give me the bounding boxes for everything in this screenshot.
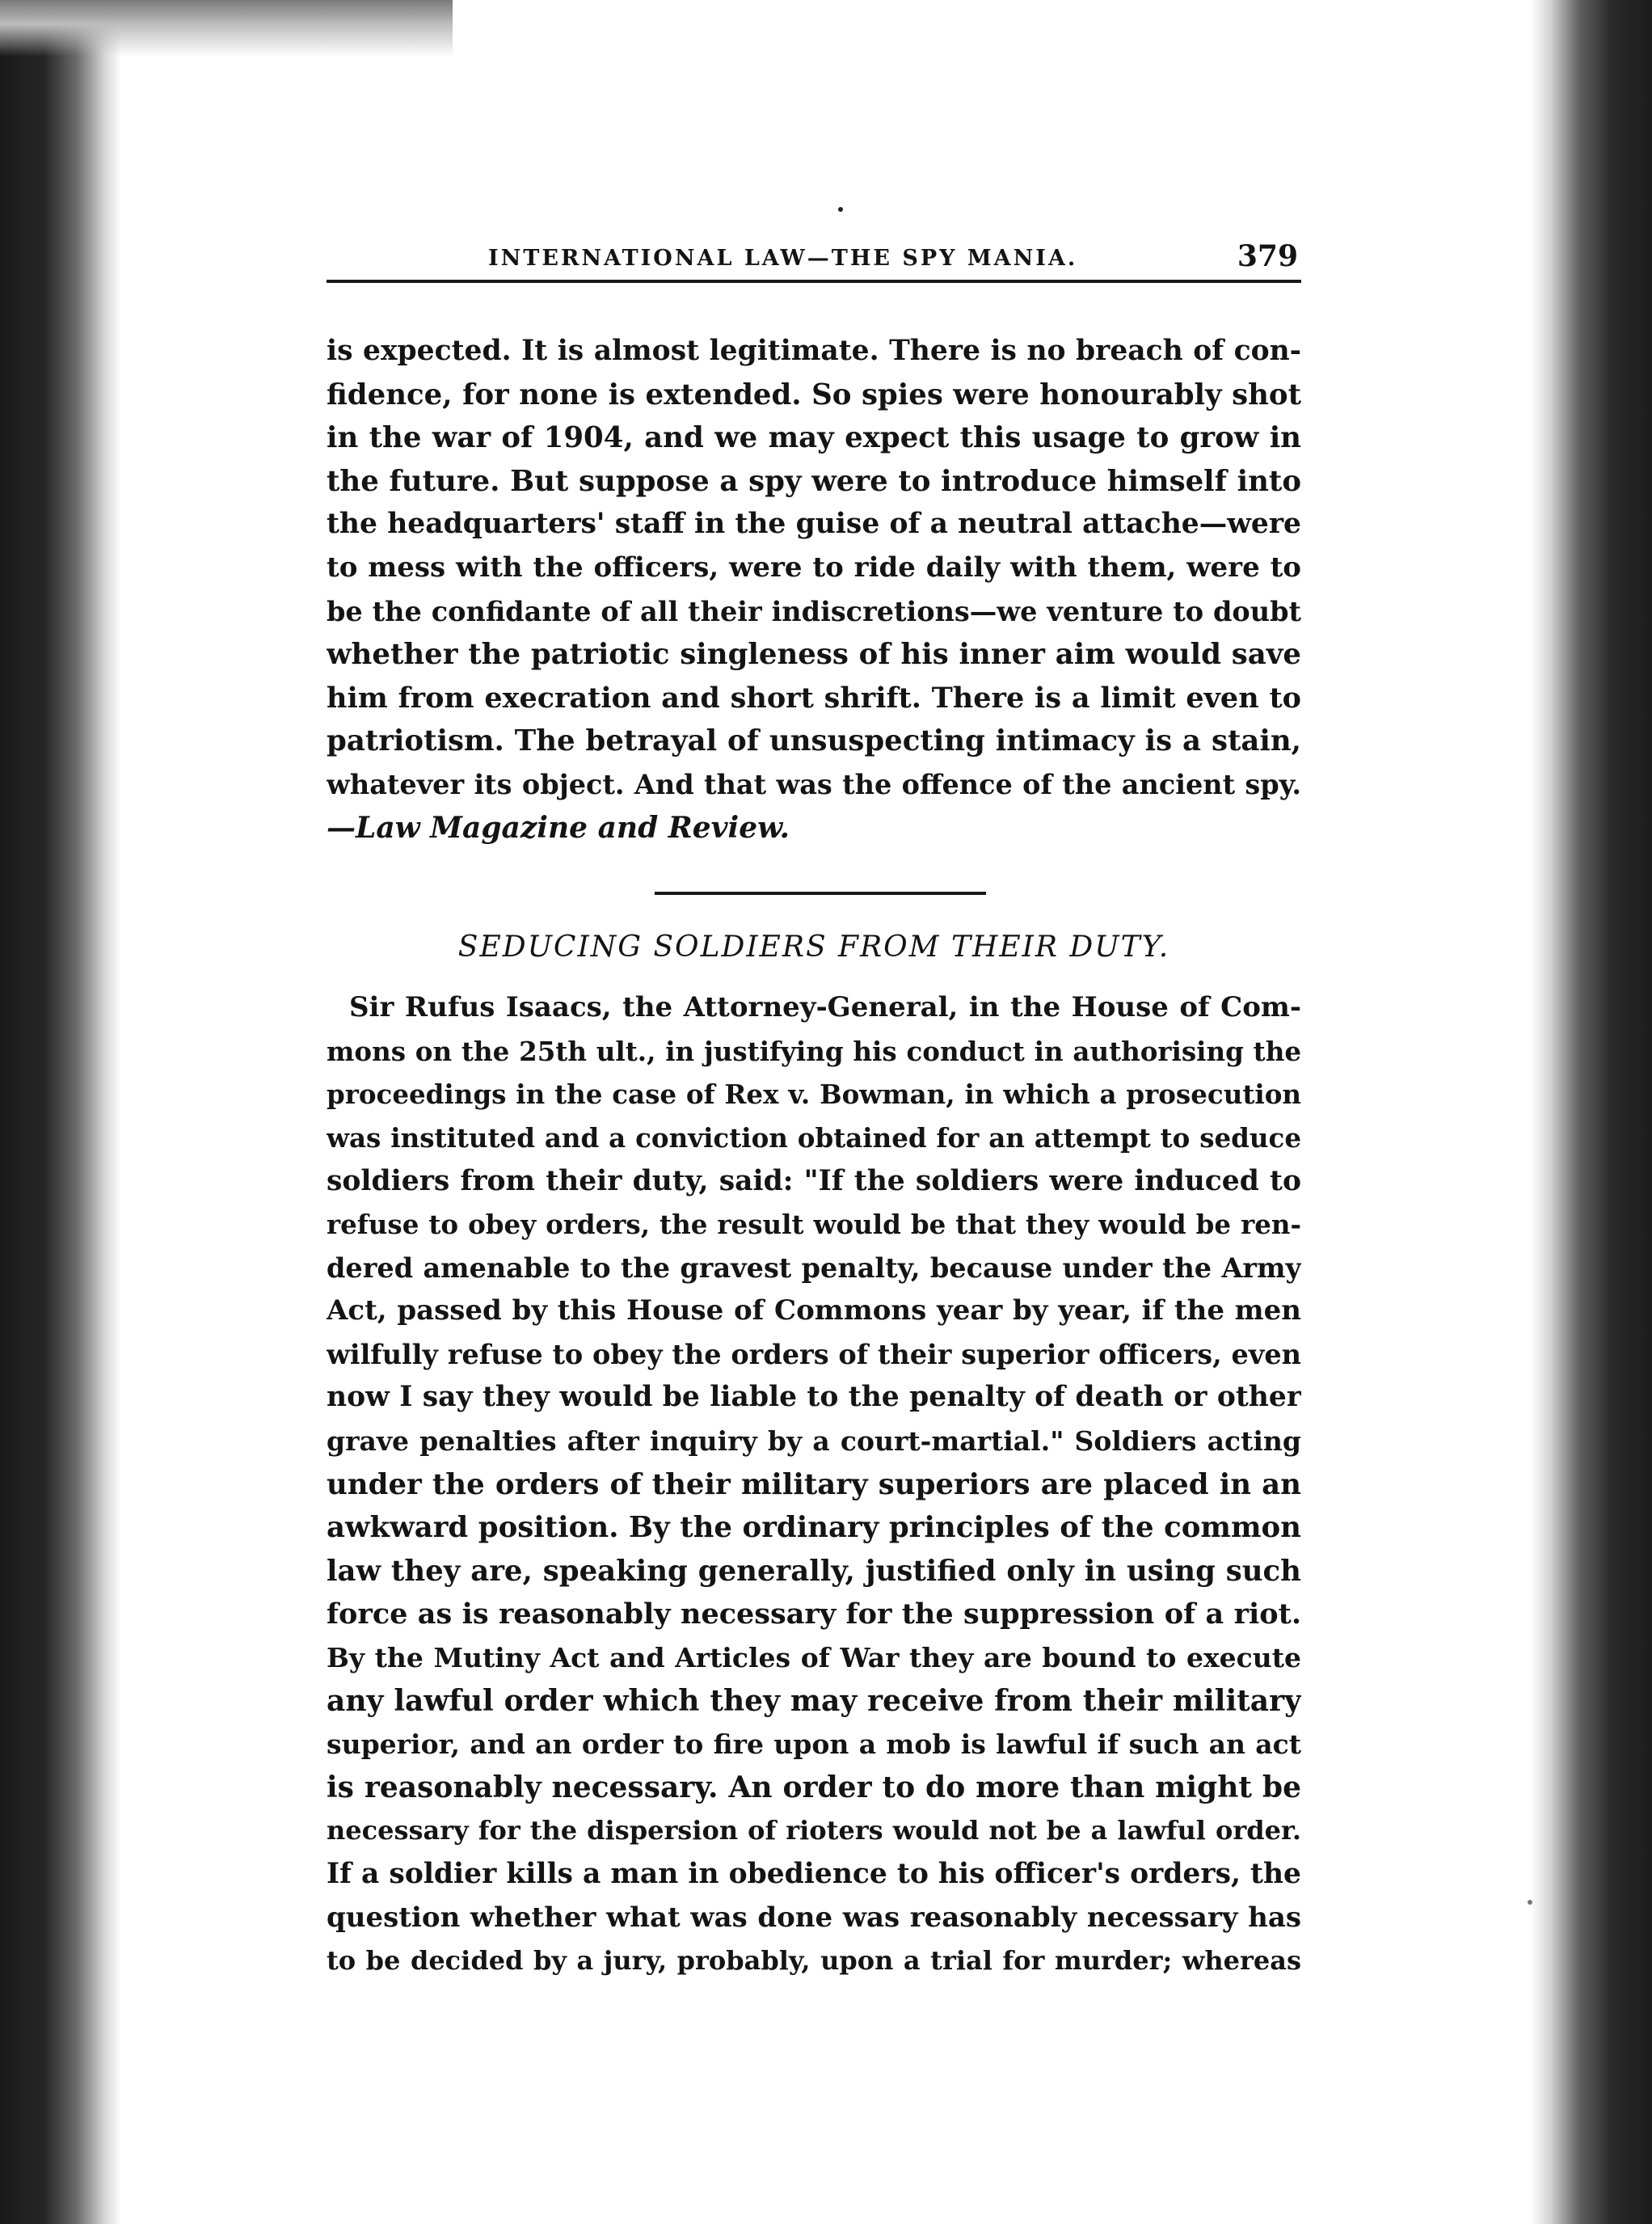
text-line: patriotism. The betrayal of unsuspecting intimacy is a stain,	[327, 724, 1301, 758]
text-line: Sir Rufus Isaacs, the Attorney-General, in the House of Com-	[349, 991, 1301, 1024]
text-line: soldiers from their duty, said: "If the soldiers were induced to	[327, 1164, 1301, 1197]
text-line: necessary for the dispersion of rioters would not be a lawful order.	[327, 1815, 1301, 1846]
text-line: dered amenable to the gravest penalty, because under the Army	[327, 1251, 1301, 1284]
source-citation: —Law Magazine and Review.	[327, 810, 790, 845]
text-line: force as is reasonably necessary for the suppression of a riot.	[327, 1597, 1301, 1631]
text-line: grave penalties after inquiry by a court-martial." Soldiers acting	[327, 1425, 1301, 1458]
text-line: now I say they would be liable to the penalty of death or other	[327, 1381, 1301, 1414]
section-divider	[655, 892, 986, 895]
text-line: If a soldier kills a man in obedience to his officer's orders, the	[327, 1858, 1301, 1890]
running-head	[327, 239, 1301, 283]
text-line: refuse to obey orders, the result would be that they would be ren-	[327, 1209, 1301, 1241]
page-number: 379	[1237, 239, 1298, 273]
text-line: wilfully refuse to obey the orders of their superior officers, even	[327, 1338, 1301, 1370]
text-line: law they are, speaking generally, justified only in using such	[327, 1554, 1301, 1588]
text-line: him from execration and short shrift. There is a limit even to	[327, 681, 1301, 715]
text-line: is reasonably necessary. An order to do more than might be	[327, 1770, 1301, 1804]
text-line: Act, passed by this House of Commons year by year, if the men	[327, 1294, 1301, 1327]
scan-shadow-right	[1531, 0, 1652, 2224]
text-line: proceedings in the case of Rex v. Bowman, in which a prosecution	[327, 1078, 1301, 1111]
text-line: was instituted and a conviction obtained for an attempt to seduce	[327, 1121, 1301, 1154]
text-line: superior, and an order to fire upon a mob is lawful if such an act	[327, 1728, 1301, 1761]
text-line: any lawful order which they may receive from their military	[327, 1683, 1301, 1718]
text-line: whether the patriotic singleness of his inner aim would save	[327, 638, 1301, 672]
running-title: INTERNATIONAL LAW—THE SPY MANIA.	[488, 246, 1078, 271]
text-line: awkward position. By the ordinary principles of the common	[327, 1511, 1301, 1545]
text-line: mons on the 25th ult., in justifying his conduct in authorising the	[327, 1035, 1301, 1067]
text-line: is expected. It is almost legitimate. There is no breach of con-	[327, 335, 1301, 367]
text-line: fidence, for none is extended. So spies were honourably shot	[327, 378, 1301, 411]
text-line: to be decided by a jury, probably, upon a trial for murder; whereas	[327, 1945, 1301, 1977]
text-line: the future. But suppose a spy were to introduce himself into	[327, 464, 1301, 498]
ink-speck	[838, 207, 843, 212]
text-line: to mess with the officers, were to ride daily with them, were to	[327, 551, 1301, 584]
book-page	[327, 239, 1301, 1983]
text-line: By the Mutiny Act and Articles of War they are bound to execute	[327, 1642, 1301, 1674]
text-line: in the war of 1904, and we may expect this usage to grow in	[327, 421, 1301, 455]
section-body	[327, 986, 1301, 1983]
scan-shadow-left	[0, 0, 121, 2224]
section-heading: SEDUCING SOLDIERS FROM THEIR DUTY.	[457, 931, 1170, 964]
scan-shadow-top	[0, 0, 453, 57]
first-paragraph	[327, 330, 1301, 850]
text-line: under the orders of their military superiors are placed in an	[327, 1467, 1301, 1501]
text-line: whatever its object. And that was the offence of the ancient spy.	[327, 768, 1301, 800]
text-line: question whether what was done was reasonably necessary has	[327, 1901, 1301, 1934]
text-line: be the confidante of all their indiscretions—we venture to doubt	[327, 595, 1301, 627]
ink-speck	[1528, 1900, 1532, 1905]
text-line: the headquarters' staff in the guise of a neutral attache—were	[327, 508, 1301, 541]
